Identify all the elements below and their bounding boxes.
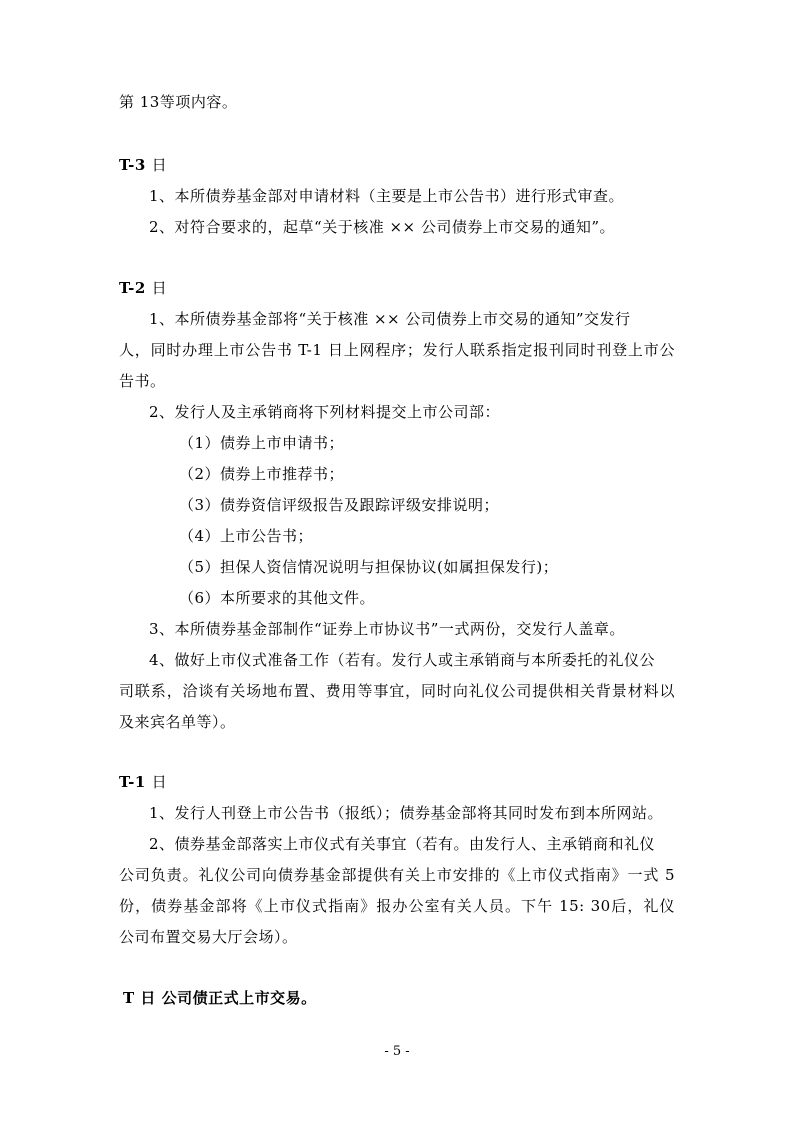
t2-item-1-line-3: 告书。 — [119, 372, 166, 390]
t2-item-2: 2、发行人及主承销商将下列材料提交上市公司部： — [149, 403, 501, 421]
section-heading-t: T 日 公司债正式上市交易。 — [123, 989, 317, 1007]
t2-material-5: （5）担保人资信情况说明与担保协议(如属担保发行)； — [179, 558, 559, 576]
t2-material-6: （6）本所要求的其他文件。 — [179, 589, 376, 607]
t1-item-2-line-1: 2、债券基金部落实上市仪式有关事宜（若有。由发行人、主承销商和礼仪 — [149, 835, 656, 853]
section-heading-t3 — [119, 155, 167, 175]
t2-item-1-line-1: 1、本所债券基金部将“关于核准 ×× 公司债券上市交易的通知”交发行 — [149, 310, 631, 328]
intro-text: 第 13等项内容。 — [119, 93, 238, 111]
t2-item-4-line-2: 司联系，洽谈有关场地布置、费用等事宜，同时向礼仪公司提供相关背景材料以 — [119, 682, 675, 700]
heading-day: 日 — [151, 279, 168, 297]
t3-item-1: 1、本所债券基金部对申请材料（主要是上市公告书）进行形式审查。 — [149, 187, 625, 205]
section-heading-t2 — [119, 278, 167, 298]
heading-code: T-1 — [119, 773, 146, 791]
t2-material-1: （1）债券上市申请书； — [179, 434, 345, 452]
t2-material-3: （3）债券资信评级报告及跟踪评级安排说明； — [179, 496, 500, 514]
t2-item-4-line-1: 4、做好上市仪式准备工作（若有。发行人或主承销商与本所委托的礼仪公 — [149, 651, 656, 669]
t1-item-2-line-4: 公司布置交易大厅会场）。 — [119, 928, 298, 946]
t3-item-2: 2、对符合要求的，起草“关于核准 ×× 公司债券上市交易的通知”。 — [149, 218, 616, 236]
t1-item-2-line-2: 公司负责。礼仪公司向债券基金部提供有关上市安排的《上市仪式指南》一式 5 — [119, 866, 675, 884]
t2-material-2: （2）债券上市推荐书； — [179, 465, 345, 483]
t2-item-1-line-2: 人，同时办理上市公告书 T-1 日上网程序；发行人联系指定报刊同时刊登上市公 — [119, 341, 675, 359]
t1-item-1: 1、发行人刊登上市公告书（报纸）；债券基金部将其同时发布到本所网站。 — [149, 804, 664, 822]
heading-day: 日 — [151, 773, 168, 791]
section-heading-t1 — [119, 772, 167, 792]
heading-code: T-2 — [119, 279, 146, 297]
t1-item-2-line-3: 份，债券基金部将《上市仪式指南》报办公室有关人员。下午 15: 30后，礼仪 — [119, 897, 675, 915]
page-number: - 5 - — [384, 1044, 410, 1059]
t2-item-3: 3、本所债券基金部制作“证券上市协议书”一式两份，交发行人盖章。 — [149, 620, 625, 638]
heading-day: 日 — [151, 156, 168, 174]
t2-material-4: （4）上市公告书； — [179, 527, 314, 545]
t2-item-4-line-3: 及来宾名单等）。 — [119, 713, 236, 731]
heading-code: T-3 — [119, 156, 146, 174]
